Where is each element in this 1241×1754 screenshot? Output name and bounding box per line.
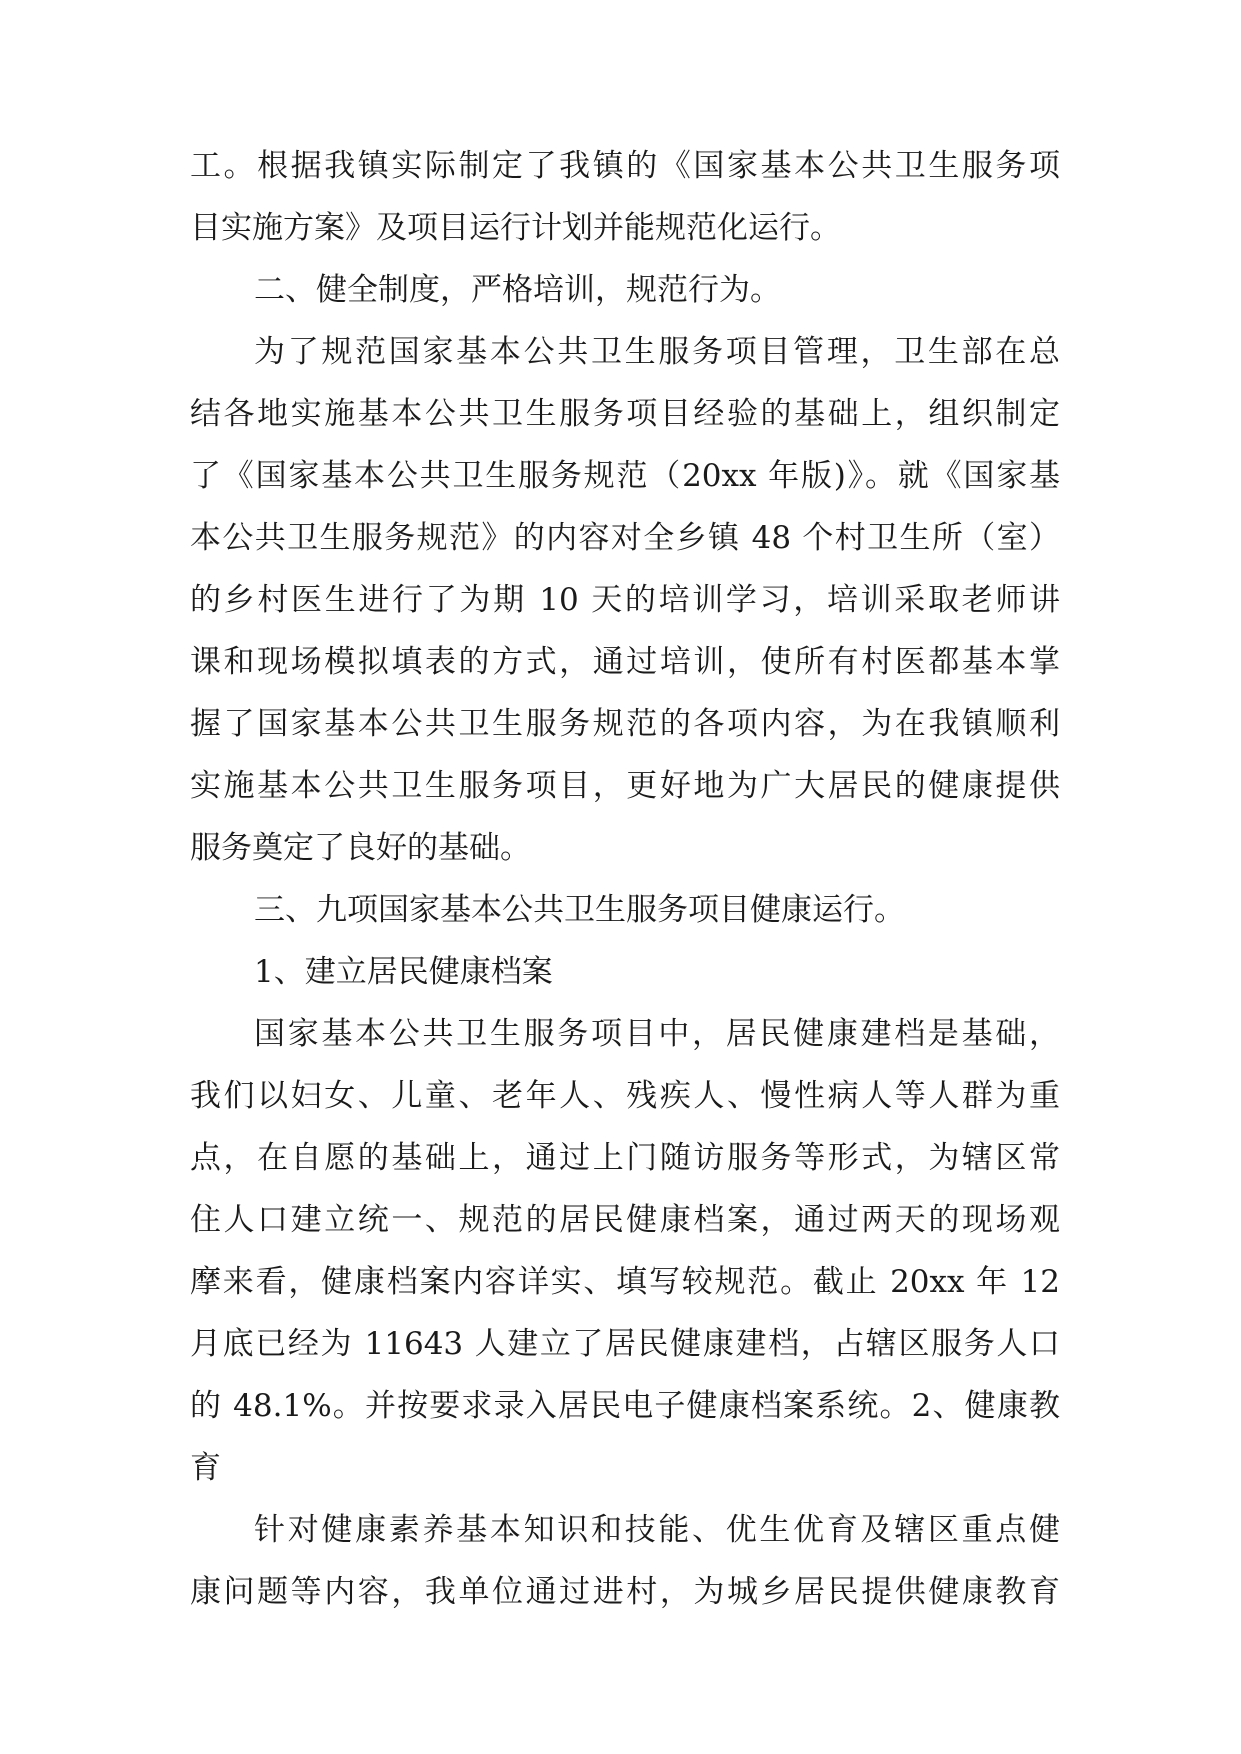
paragraph-line: 实施基本公共卫生服务项目，更好地为广大居民的健康提供 [190,768,1060,804]
paragraph-line: 康问题等内容，我单位通过进村，为城乡居民提供健康教育 [190,1574,1060,1610]
paragraph-line: 的 48.1%。并按要求录入居民电子健康档案系统。2、健康教 [190,1388,1060,1424]
paragraph-line: 工。根据我镇实际制定了我镇的《国家基本公共卫生服务项 [190,148,1060,184]
paragraph-line: 住人口建立统一、规范的居民健康档案，通过两天的现场观 [190,1202,1060,1238]
paragraph-line: 针对健康素养基本知识和技能、优生优育及辖区重点健 [254,1512,1060,1548]
paragraph-line: 本公共卫生服务规范》的内容对全乡镇 48 个村卫生所（室） [190,520,1060,556]
paragraph-line: 我们以妇女、儿童、老年人、残疾人、慢性病人等人群为重 [190,1078,1060,1114]
paragraph-line: 服务奠定了良好的基础。 [190,830,531,866]
paragraph-line: 育 [190,1450,221,1486]
paragraph-line: 目实施方案》及项目运行计划并能规范化运行。 [190,210,841,246]
section-heading: 三、九项国家基本公共卫生服务项目健康运行。 [254,892,905,928]
paragraph-line: 结各地实施基本公共卫生服务项目经验的基础上，组织制定 [190,396,1060,432]
paragraph-line: 国家基本公共卫生服务项目中，居民健康建档是基础， [254,1016,1060,1052]
paragraph-line: 为了规范国家基本公共卫生服务项目管理，卫生部在总 [254,334,1060,370]
paragraph-line: 点，在自愿的基础上，通过上门随访服务等形式，为辖区常 [190,1140,1060,1176]
paragraph-line: 月底已经为 11643 人建立了居民健康建档，占辖区服务人口 [190,1326,1060,1362]
paragraph-line: 握了国家基本公共卫生服务规范的各项内容，为在我镇顺利 [190,706,1060,742]
paragraph-line: 摩来看，健康档案内容详实、填写较规范。截止 20xx 年 12 [190,1264,1060,1300]
section-heading: 二、健全制度，严格培训，规范行为。 [254,272,781,308]
paragraph-line: 的乡村医生进行了为期 10 天的培训学习，培训采取老师讲 [190,582,1060,618]
paragraph-line: 课和现场模拟填表的方式，通过培训，使所有村医都基本掌 [190,644,1060,680]
paragraph-line: 了《国家基本公共卫生服务规范（20xx 年版)》。就《国家基 [190,458,1060,494]
subsection-heading: 1、建立居民健康档案 [254,954,553,990]
